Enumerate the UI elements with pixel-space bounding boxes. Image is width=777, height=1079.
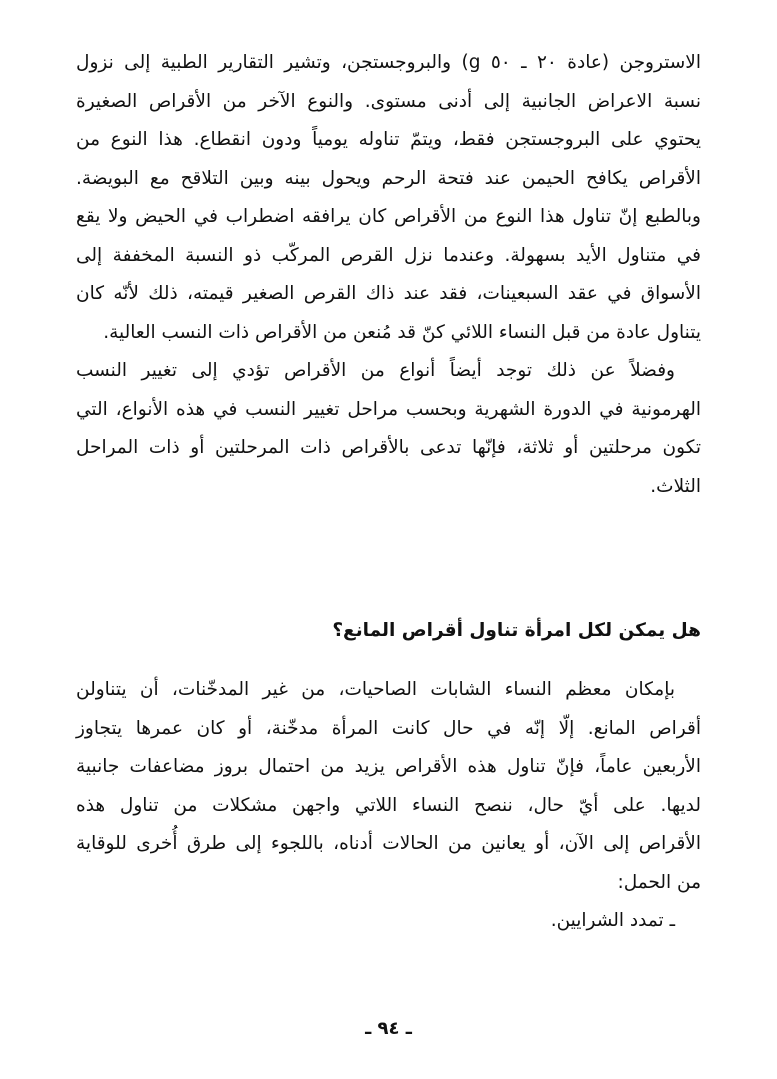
text-line: أقراص المانع. إلّا إنّه في حال كانت المرأة مدخّنة، أو كان عمرها يتجاوز bbox=[76, 717, 701, 739]
list-item: ـ تمدد الشرايين. bbox=[550, 910, 675, 931]
text-line: لديها. على أيّ حال، ننصح النساء اللاتي واجهن مشكلات من تناول هذه bbox=[76, 794, 701, 816]
text-line: نسبة الاعراض الجانبية إلى أدنى مستوى. والنوع الآخر من الأقراص الصغيرة bbox=[76, 90, 701, 112]
text-line: الهرمونية في الدورة الشهرية وبحسب مراحل تغيير النسب في هذه الأنواع، التي bbox=[76, 398, 701, 420]
paragraph-block-2 bbox=[76, 671, 701, 941]
text-line: وبالطبع إنّ تناول هذا النوع من الأقراص كان يرافقه اضطراب في الحيض ولا يقع bbox=[76, 206, 701, 227]
paragraph-block-1 bbox=[76, 44, 701, 506]
page-number: ـ ٩٤ ـ bbox=[365, 1018, 412, 1039]
section-heading: هل يمكن لكل امرأة تناول أقراص المانع؟ bbox=[332, 620, 701, 641]
text-line: الأسواق في عقد السبعينات، فقد عند ذاك القرص الصغير قيمته، ذلك لأنّه كان bbox=[76, 283, 701, 304]
text-line: يحتوي على البروجستجن فقط، ويتمّ تناوله يومياً ودون انقطاع. هذا النوع من bbox=[76, 129, 701, 150]
text-line: الثلاث. bbox=[650, 475, 701, 497]
text-line: بإمكان معظم النساء الشابات الصاحيات، من غير المدخّنات، أن يتناولن bbox=[76, 679, 675, 700]
text-line: وفضلاً عن ذلك توجد أيضاً أنواع من الأقراص تؤدي إلى تغيير النسب bbox=[76, 360, 675, 381]
text-line: الاستروجن (عادة ٢٠ ـ ٥٠ g) والبروجستجن، وتشير التقارير الطبية إلى نزول bbox=[76, 52, 701, 73]
text-line: الأقراص إلى الآن، أو يعانين من الحالات أدناه، باللجوء إلى طرق أُخرى للوقاية bbox=[76, 833, 701, 854]
text-line: تكون مرحلتين أو ثلاثة، فإنّها تدعى بالأقراص ذات المرحلتين أو ذات المراحل bbox=[76, 437, 701, 458]
text-line: من الحمل: bbox=[617, 871, 701, 893]
text-line: الأقراص يكافح الحيمن عند فتحة الرحم ويحول بينه وبين التلاقح مع البويضة. bbox=[76, 167, 701, 189]
text-line: في متناول الأيد بسهولة. وعندما نزل القرص المركّب ذو النسبة المخففة إلى bbox=[76, 244, 701, 266]
text-line: الأربعين عاماً، فإنّ تناول هذه الأقراص يزيد من احتمال بروز مضاعفات جانبية bbox=[76, 756, 701, 777]
text-line: يتناول عادة من قبل النساء اللائي كنّ قد مُنعن من الأقراص ذات النسب العالية. bbox=[103, 321, 701, 343]
